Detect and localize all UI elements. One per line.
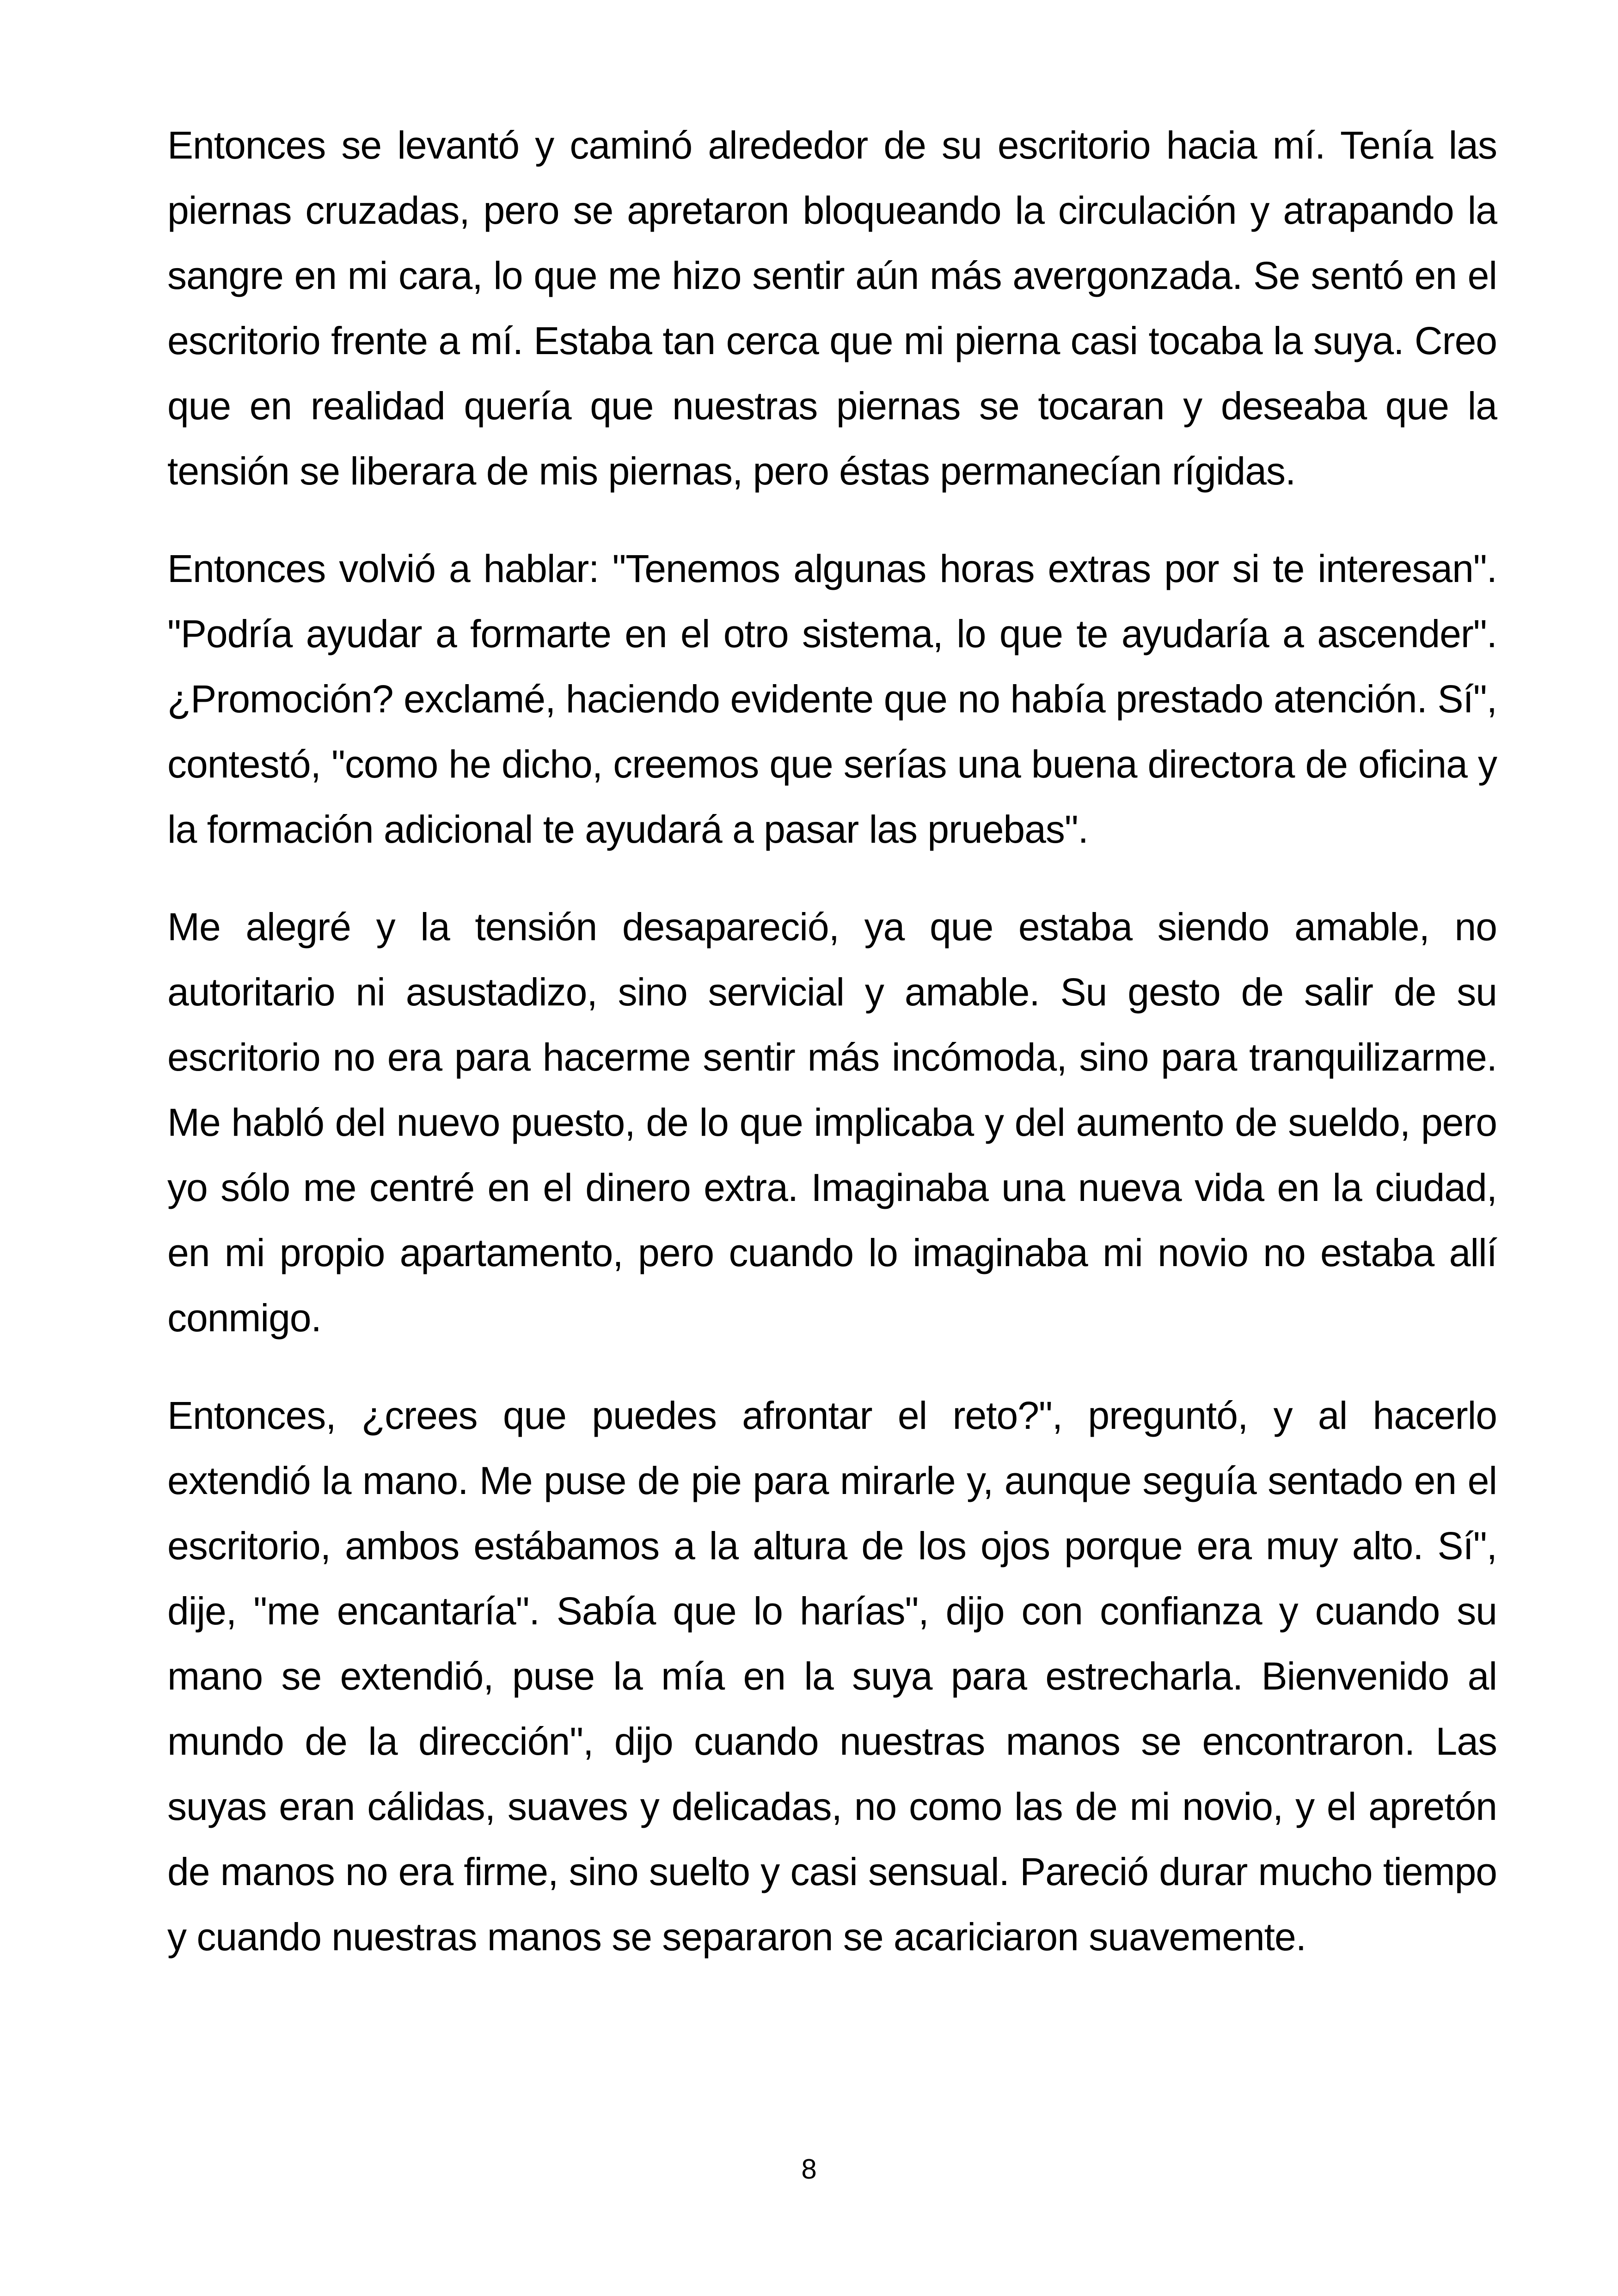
- paragraph-2: Entonces volvió a hablar: "Tenemos algunas horas extras por si te interesan". "Podría ayudar a formarte en el otro sistema, lo que te ayudaría a ascender". ¿Promoción? exclamé, haciendo evidente que no había prestado atención. Sí", contestó, "como he dicho, creemos que serías una buena directora de oficina y la formación adicional te ayudará a pasar las pruebas".: [167, 547, 1497, 851]
- page-body: [167, 113, 1497, 1970]
- paragraph-3: Me alegré y la tensión desapareció, ya que estaba siendo amable, no autoritario ni asustadizo, sino servicial y amable. Su gesto de salir de su escritorio no era para hacerme sentir más incómoda, sino para tranquilizarme. Me habló del nuevo puesto, de lo que implicaba y del aumento de sueldo, pero yo sólo me centré en el dinero extra. Imaginaba una nueva vida en la ciudad, en mi propio apartamento, pero cuando lo imaginaba mi novio no estaba allí conmigo.: [167, 905, 1497, 1340]
- page-number: 8: [801, 2154, 817, 2185]
- paragraph-4: Entonces, ¿crees que puedes afrontar el reto?", preguntó, y al hacerlo extendió la mano. Me puse de pie para mirarle y, aunque seguía sentado en el escritorio, ambos estábamos a la altura de los ojos porque era muy alto. Sí", dije, "me encantaría". Sabía que lo harías", dijo con confianza y cuando su mano se extendió, puse la mía en la suya para estrecharla. Bienvenido al mundo de la dirección", dijo cuando nuestras manos se encontraron. Las suyas eran cálidas, suaves y delicadas, no como las de mi novio, y el apretón de manos no era firme, sino suelto y casi sensual. Pareció durar mucho tiempo y cuando nuestras manos se separaron se acariciaron suavemente.: [167, 1394, 1497, 1959]
- paragraph-1: Entonces se levantó y caminó alrededor de su escritorio hacia mí. Tenía las piernas cruzadas, pero se apretaron bloqueando la circulación y atrapando la sangre en mi cara, lo que me hizo sentir aún más avergonzada. Se sentó en el escritorio frente a mí. Estaba tan cerca que mi pierna casi tocaba la suya. Creo que en realidad quería que nuestras piernas se tocaran y deseaba que la tensión se liberara de mis piernas, pero éstas permanecían rígidas.: [167, 123, 1497, 493]
